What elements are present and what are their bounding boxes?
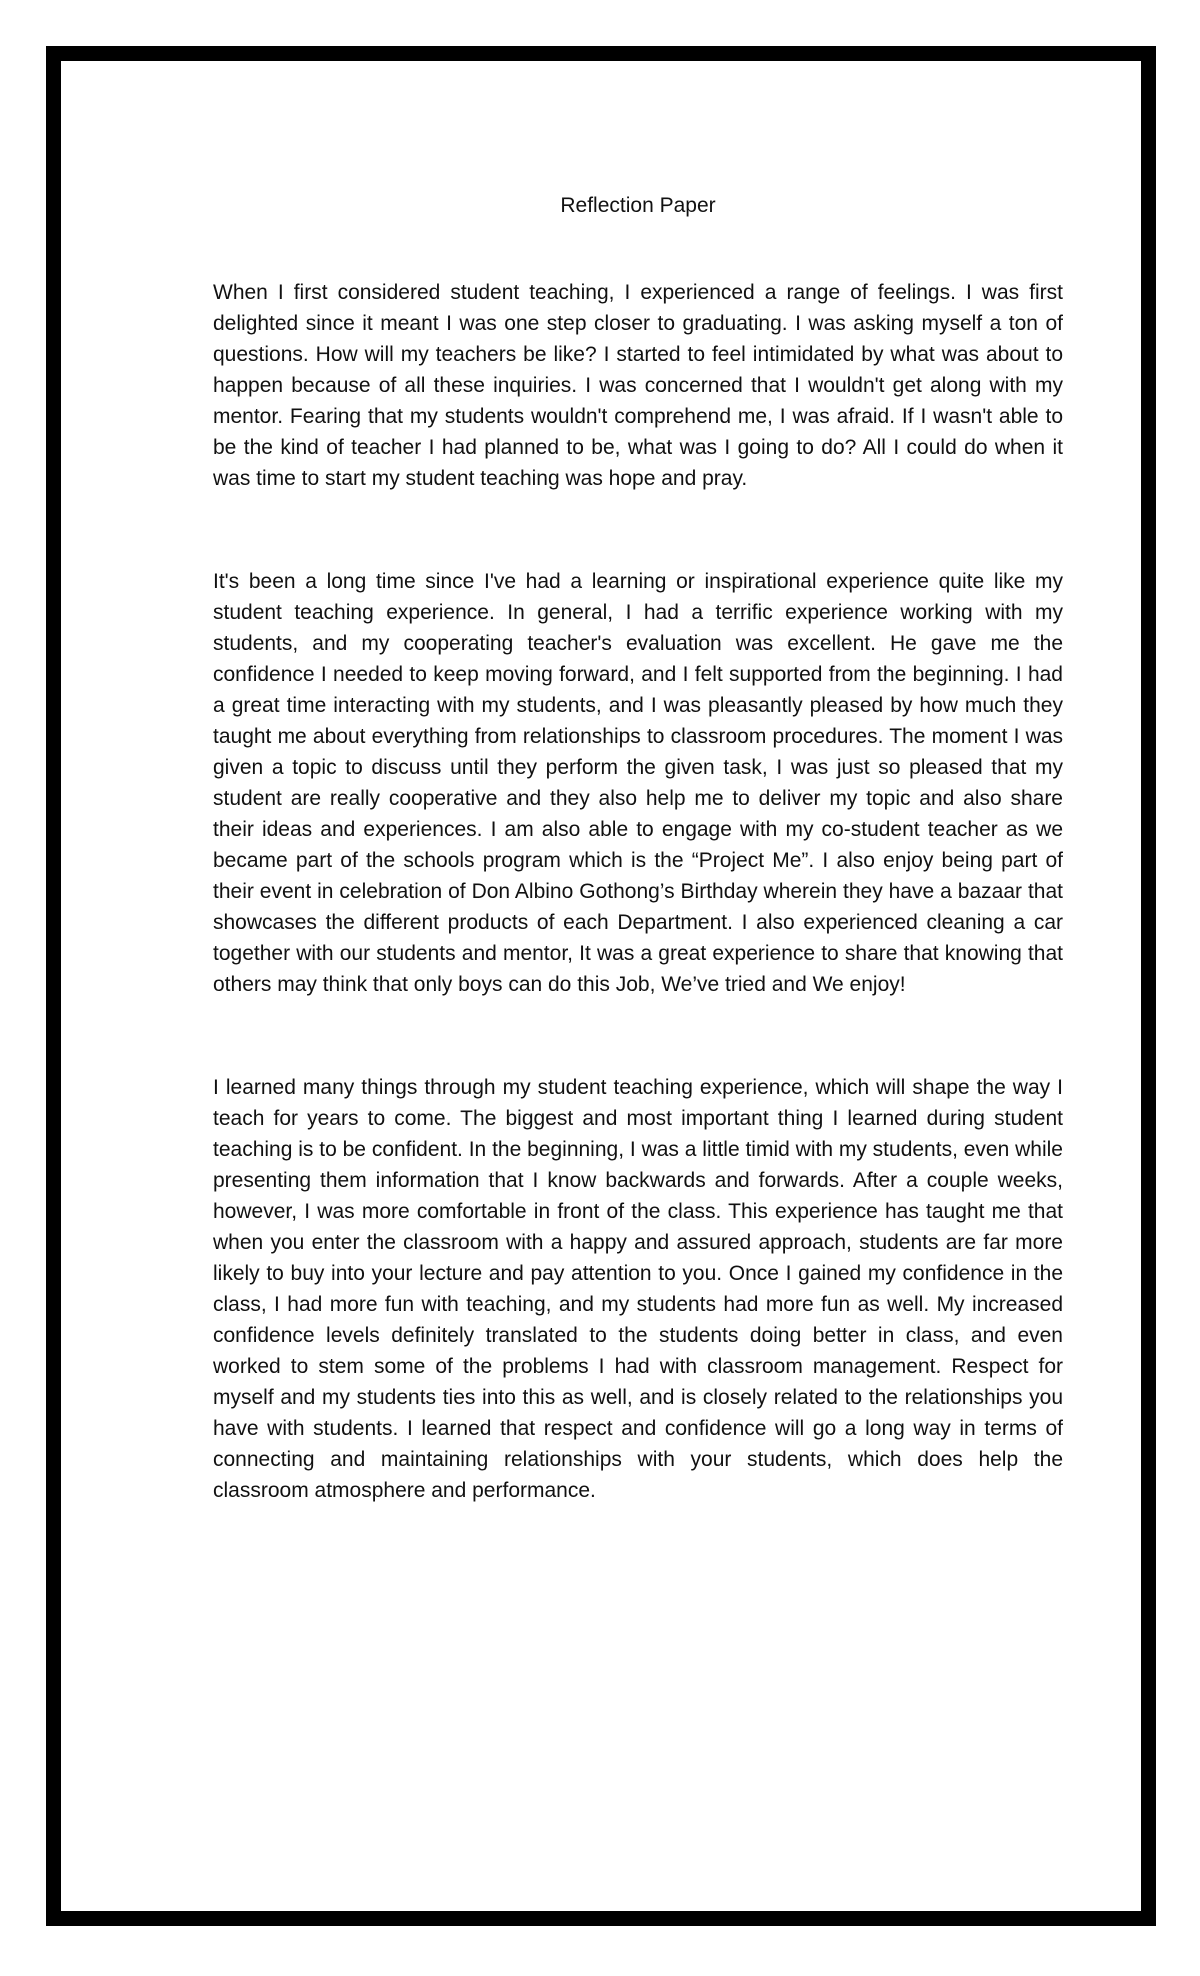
paragraph-3: I learned many things through my student teaching experience, which will shape the way I teach for years to come. The biggest and most important thing I learned during student teaching is to be confident. In the beginning, I was a little timid with my students, even while presenting them information that I know backwards and forwards. After a couple weeks, however, I was more comfortable in front of the class. This experience has taught me that when you enter the classroom with a happy and assured approach, students are far more likely to buy into your lecture and pay attention to you. Once I gained my confidence in the class, I had more fun with teaching, and my students had more fun as well. My increased confidence levels definitely translated to the students doing better in class, and even worked to stem some of the problems I had with classroom management. Respect for myself and my students ties into this as well, and is closely related to the relationships you have with students. I learned that respect and confidence will go a long way in terms of connecting and maintaining relationships with your students, which does help the classroom atmosphere and performance.	[213, 1076, 1063, 1502]
paragraph-1: When I first considered student teaching, I experienced a range of feelings. I was first delighted since it meant I was one step closer to graduating. I was asking myself a ton of questions. How will my teachers be like? I started to feel intimidated by what was about to happen because of all these inquiries. I was concerned that I wouldn't get along with my mentor. Fearing that my students wouldn't comprehend me, I was afraid. If I wasn't able to be the kind of teacher I had planned to be, what was I going to do? All I could do when it was time to start my student teaching was hope and pray.	[213, 281, 1063, 490]
document-title: Reflection Paper	[560, 194, 716, 217]
paragraph-2: It's been a long time since I've had a learning or inspirational experience quite like my student teaching experience. In general, I had a terrific experience working with my students, and my cooperating teacher's evaluation was excellent. He gave me the confidence I needed to keep moving forward, and I felt supported from the beginning. I had a great time interacting with my students, and I was pleasantly pleased by how much they taught me about everything from relationships to classroom procedures. The moment I was given a topic to discuss until they perform the given task, I was just so pleased that my student are really cooperative and they also help me to deliver my topic and also share their ideas and experiences. I am also able to engage with my co-student teacher as we became part of the schools program which is the “Project Me”. I also enjoy being part of their event in celebration of Don Albino Gothong’s Birthday wherein they have a bazaar that showcases the different products of each Department. I also experienced cleaning a car together with our students and mentor, It was a great experience to share that knowing that others may think that only boys can do this Job, We’ve tried and We enjoy!	[213, 570, 1063, 996]
document-body	[213, 190, 1063, 1578]
